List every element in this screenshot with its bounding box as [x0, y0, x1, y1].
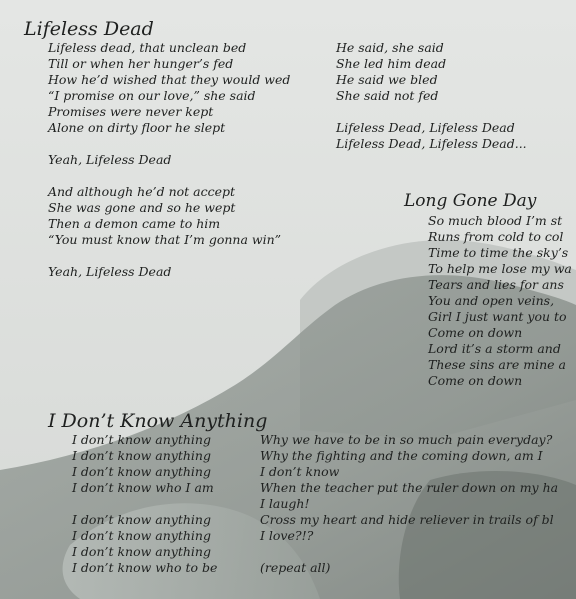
lyric-line: Come on down — [428, 325, 523, 340]
lyric-line: He said, she said — [336, 40, 444, 55]
lyric-line: Then a demon came to him — [48, 216, 221, 231]
lyric-line: I don’t know anything — [72, 464, 211, 479]
lyric-line: I don’t know who to be — [72, 560, 218, 575]
lyric-line: So much blood I’m st — [428, 213, 563, 228]
lyric-line: I don’t know anything — [72, 448, 211, 463]
lyric-line: Yeah, Lifeless Dead — [48, 152, 172, 167]
lyric-line: Lifeless Dead, Lifeless Dead... — [336, 136, 527, 151]
song-title-i-dont-know-anything: I Don’t Know Anything — [48, 410, 268, 432]
lyric-line: She was gone and so he wept — [48, 200, 236, 215]
lyric-line: You and open veins, — [428, 293, 555, 308]
lyric-line: Why the fighting and the coming down, am I — [260, 448, 543, 463]
lyric-line: Promises were never kept — [48, 104, 214, 119]
song-title-long-gone-day: Long Gone Day — [404, 191, 537, 211]
lyric-line: Tears and lies for ans — [428, 277, 564, 292]
lyric-line: (repeat all) — [260, 560, 331, 575]
lyric-line: How he’d wished that they would wed — [48, 72, 291, 87]
song-title-lifeless-dead: Lifeless Dead — [24, 18, 154, 40]
lyric-line: These sins are mine a — [428, 357, 566, 372]
i-dont-know-anything-refrain-column — [72, 432, 217, 576]
stanza-gap — [48, 168, 290, 184]
lyric-line: Why we have to be in so much pain everyday? — [260, 432, 553, 447]
lyric-line: Till or when her hunger’s fed — [48, 56, 234, 71]
lyric-line: Come on down — [428, 373, 523, 388]
lyric-line: Alone on dirty floor he slept — [48, 120, 226, 135]
lyric-line: “You must know that I’m gonna win” — [48, 232, 282, 247]
stanza-gap — [48, 248, 290, 264]
stanza-gap — [260, 544, 558, 560]
stanza-gap — [48, 136, 290, 152]
stanza-gap — [72, 496, 217, 512]
lyric-line: Cross my heart and hide reliever in trails of bl — [260, 512, 554, 527]
lyric-line: Girl I just want you to — [428, 309, 567, 324]
lyric-line: He said we bled — [336, 72, 438, 87]
lyric-line: She said not fed — [336, 88, 439, 103]
lifeless-dead-verse-column — [48, 40, 290, 280]
lyric-line: To help me lose my wa — [428, 261, 572, 276]
lyric-line: I don’t know anything — [72, 544, 211, 559]
lyric-line: Lifeless dead, that unclean bed — [48, 40, 247, 55]
lyric-line: I don’t know anything — [72, 528, 211, 543]
lyric-line: Lifeless Dead, Lifeless Dead — [336, 120, 515, 135]
lyric-line: Yeah, Lifeless Dead — [48, 264, 172, 279]
lyric-line: Runs from cold to col — [428, 229, 564, 244]
lyric-line: “I promise on our love,” she said — [48, 88, 256, 103]
lyric-line: And although he’d not accept — [48, 184, 236, 199]
long-gone-day-lyrics — [428, 213, 572, 389]
lifeless-dead-chorus-column — [336, 40, 527, 152]
lyric-line: She led him dead — [336, 56, 447, 71]
lyric-line: Time to time the sky’s — [428, 245, 569, 260]
lyric-line: I don’t know who I am — [72, 480, 214, 495]
lyric-line: I laugh! — [260, 496, 310, 511]
lyric-line: I don’t know — [260, 464, 340, 479]
lyric-line: Lord it’s a storm and — [428, 341, 561, 356]
lyric-line: When the teacher put the ruler down on my ha — [260, 480, 559, 495]
lyric-line: I love?!? — [260, 528, 314, 543]
lyric-line: I don’t know anything — [72, 432, 211, 447]
i-dont-know-anything-verse-column — [260, 432, 558, 576]
lyric-line: I don’t know anything — [72, 512, 211, 527]
stanza-gap — [336, 104, 527, 120]
